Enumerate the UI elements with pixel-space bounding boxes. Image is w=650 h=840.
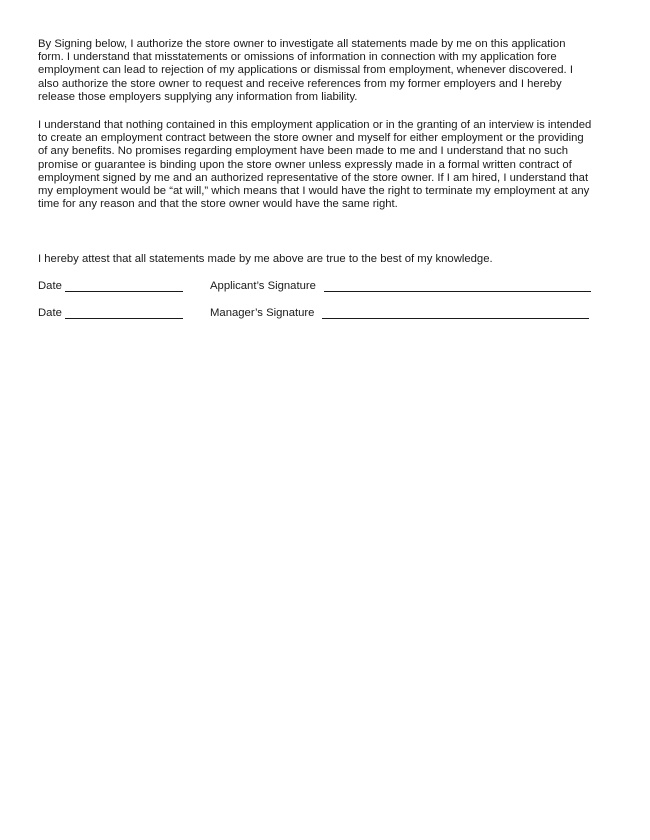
date-label: Date	[38, 280, 62, 292]
paragraph-line: employment signed by me and an authorized representative of the store owner. If I am hired, I understand that	[38, 171, 589, 184]
applicant-signature-field[interactable]	[324, 291, 591, 292]
paragraph-line: form. I understand that misstatements or omissions of information in connection with my application fore	[38, 51, 557, 64]
paragraph-line: I understand that nothing contained in this employment application or in the granting of an interview is intended	[38, 119, 592, 131]
authorization-paragraph	[38, 38, 618, 104]
paragraph-line: release those employers supplying any information from liability.	[38, 90, 358, 103]
manager-signature-label: Manager’s Signature	[210, 307, 315, 319]
paragraph-line: employment can lead to rejection of my applications or dismissal from employment, whenever discovered. I	[38, 64, 573, 77]
manager-signature-row	[38, 307, 618, 321]
paragraph-line: By Signing below, I authorize the store owner to investigate all statements made by me on this application	[38, 38, 566, 50]
applicant-signature-label: Applicant’s Signature	[210, 280, 316, 292]
paragraph-line: time for any reason and that the store owner would have the same right.	[38, 198, 398, 211]
applicant-signature-row	[38, 280, 618, 294]
applicant-date-field[interactable]	[65, 291, 183, 292]
manager-signature-field[interactable]	[322, 318, 589, 319]
paragraph-line: to create an employment contract between the store owner and myself for either employment or the providing	[38, 132, 584, 145]
at-will-paragraph	[38, 119, 618, 211]
manager-date-field[interactable]	[65, 318, 183, 319]
paragraph-line: promise or guarantee is binding upon the store owner unless expressly made in a formal written contract of	[38, 158, 572, 171]
attestation-statement: I hereby attest that all statements made by me above are true to the best of my knowledge.	[38, 253, 493, 265]
paragraph-line: also authorize the store owner to request and receive references from my former employers and I hereby	[38, 77, 562, 90]
paragraph-line: of any benefits. No promises regarding employment have been made to me and I understand that no such	[38, 145, 569, 158]
date-label: Date	[38, 307, 62, 319]
paragraph-line: my employment would be “at will,” which means that I would have the right to terminate my employment at any	[38, 185, 590, 198]
